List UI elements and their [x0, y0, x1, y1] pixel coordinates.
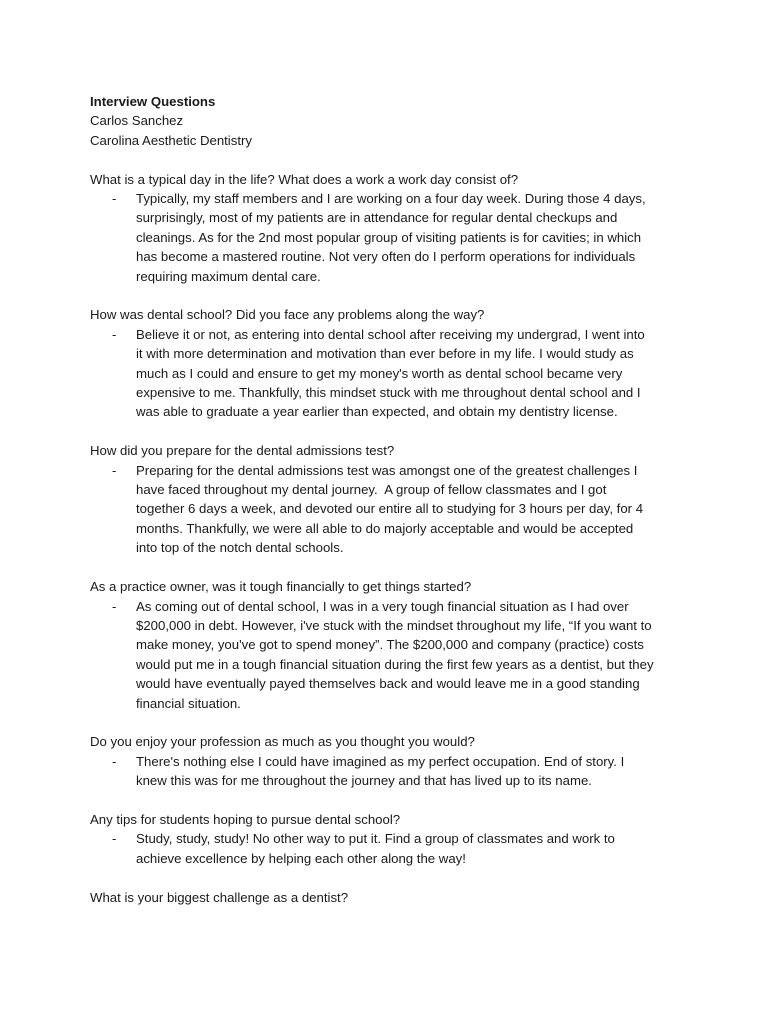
- answer-bullet: [90, 325, 690, 422]
- answer-text: [136, 597, 690, 713]
- answer-line: financial situation.: [136, 695, 241, 711]
- answer-line: surprisingly, most of my patients are in attendance for regular dental checkups and: [136, 210, 618, 226]
- answer-bullet: [90, 461, 690, 558]
- interviewee-name: Carlos Sanchez: [90, 113, 184, 129]
- answer-line: cleanings. As for the 2nd most popular group of visiting patients is for cavities; in which: [136, 229, 642, 245]
- answer-line: Study, study, study! No other way to put it. Find a group of classmates and work to: [136, 831, 615, 847]
- answer-line: months. Thankfully, we were all able to do majorly acceptable and would be accepted: [136, 520, 634, 536]
- answer-line: expensive to me. Thankfully, this mindset stuck with me throughout dental school and I: [136, 385, 641, 401]
- dash-bullet-icon: -: [112, 191, 117, 207]
- answer-text: [136, 752, 690, 791]
- answer-line: $200,000 in debt. However, i've stuck with the mindset throughout my life, “If you want to: [136, 617, 652, 633]
- qa-item: [90, 577, 690, 732]
- question-text: As a practice owner, was it tough financially to get things started?: [90, 579, 472, 595]
- answer-line: has become a mastered routine. Not very often do I perform operations for individuals: [136, 249, 636, 265]
- question-text: How did you prepare for the dental admissions test?: [90, 443, 395, 459]
- dash-bullet-icon: -: [112, 753, 117, 769]
- spacer: [90, 868, 690, 887]
- answer-line: together 6 days a week, and devoted our entire all to studying for 3 hours per day, for 4: [136, 501, 644, 517]
- dash-bullet-icon: -: [112, 831, 117, 847]
- answer-bullet: [90, 829, 690, 868]
- qa-item: [90, 305, 690, 441]
- answer-line: Typically, my staff members and I are working on a four day week. During those 4 days,: [136, 191, 646, 207]
- answer-text: [136, 325, 690, 422]
- answer-line: make money, you've got to spend money”. The $200,000 and company (practice) costs: [136, 637, 644, 653]
- answer-line: into top of the notch dental schools.: [136, 540, 344, 556]
- dash-bullet-icon: -: [112, 326, 117, 342]
- qa-item: [90, 732, 690, 810]
- question-text: How was dental school? Did you face any problems along the way?: [90, 307, 485, 323]
- qa-item: [90, 170, 690, 306]
- spacer: [90, 286, 690, 305]
- qa-item: [90, 810, 690, 888]
- spacer: [90, 558, 690, 577]
- answer-line: have faced throughout my dental journey. A group of fellow classmates and I got: [136, 482, 607, 498]
- answer-line: There's nothing else I could have imagined as my perfect occupation. End of story. I: [136, 753, 625, 769]
- company-name: Carolina Aesthetic Dentistry: [90, 132, 252, 148]
- answer-line: As coming out of dental school, I was in a very tough financial situation as I had over: [136, 598, 629, 614]
- answer-line: achieve excellence by helping each other along the way!: [136, 850, 466, 866]
- answer-line: requiring maximum dental care.: [136, 268, 321, 284]
- question-text: Any tips for students hoping to pursue dental school?: [90, 811, 401, 827]
- document-title: Interview Questions: [90, 94, 216, 109]
- spacer: [90, 422, 690, 441]
- answer-line: knew this was for me throughout the journey and that has lived up to its name.: [136, 773, 592, 789]
- spacer: [90, 150, 690, 169]
- answer-text: [136, 461, 690, 558]
- dash-bullet-icon: -: [112, 462, 117, 478]
- answer-line: Believe it or not, as entering into dental school after receiving my undergrad, I went into: [136, 326, 645, 342]
- answer-line: was able to graduate a year earlier than expected, and obtain my dentistry license.: [136, 404, 618, 420]
- answer-line: much as I could and ensure to get my money's worth as dental school became very: [136, 365, 623, 381]
- dash-bullet-icon: -: [112, 598, 117, 614]
- qa-item: [90, 888, 690, 907]
- qa-list: [90, 170, 690, 907]
- question-text: Do you enjoy your profession as much as you thought you would?: [90, 734, 475, 750]
- answer-line: it with more determination and motivation than ever before in my life. I would study as: [136, 346, 634, 362]
- question-text: What is a typical day in the life? What does a work a work day consist of?: [90, 171, 519, 187]
- answer-text: [136, 829, 690, 868]
- answer-line: Preparing for the dental admissions test was amongst one of the greatest challenges I: [136, 462, 638, 478]
- answer-line: would have eventually payed themselves back and would leave me in a good standing: [136, 676, 640, 692]
- answer-bullet: [90, 752, 690, 791]
- document-page: [90, 92, 690, 907]
- answer-bullet: [90, 189, 690, 286]
- answer-line: would put me in a tough financial situation during the first few years as a dentist, but they: [136, 656, 654, 672]
- answer-bullet: [90, 597, 690, 713]
- spacer: [90, 713, 690, 732]
- answer-text: [136, 189, 690, 286]
- qa-item: [90, 441, 690, 577]
- spacer: [90, 791, 690, 810]
- question-text: What is your biggest challenge as a dentist?: [90, 889, 349, 905]
